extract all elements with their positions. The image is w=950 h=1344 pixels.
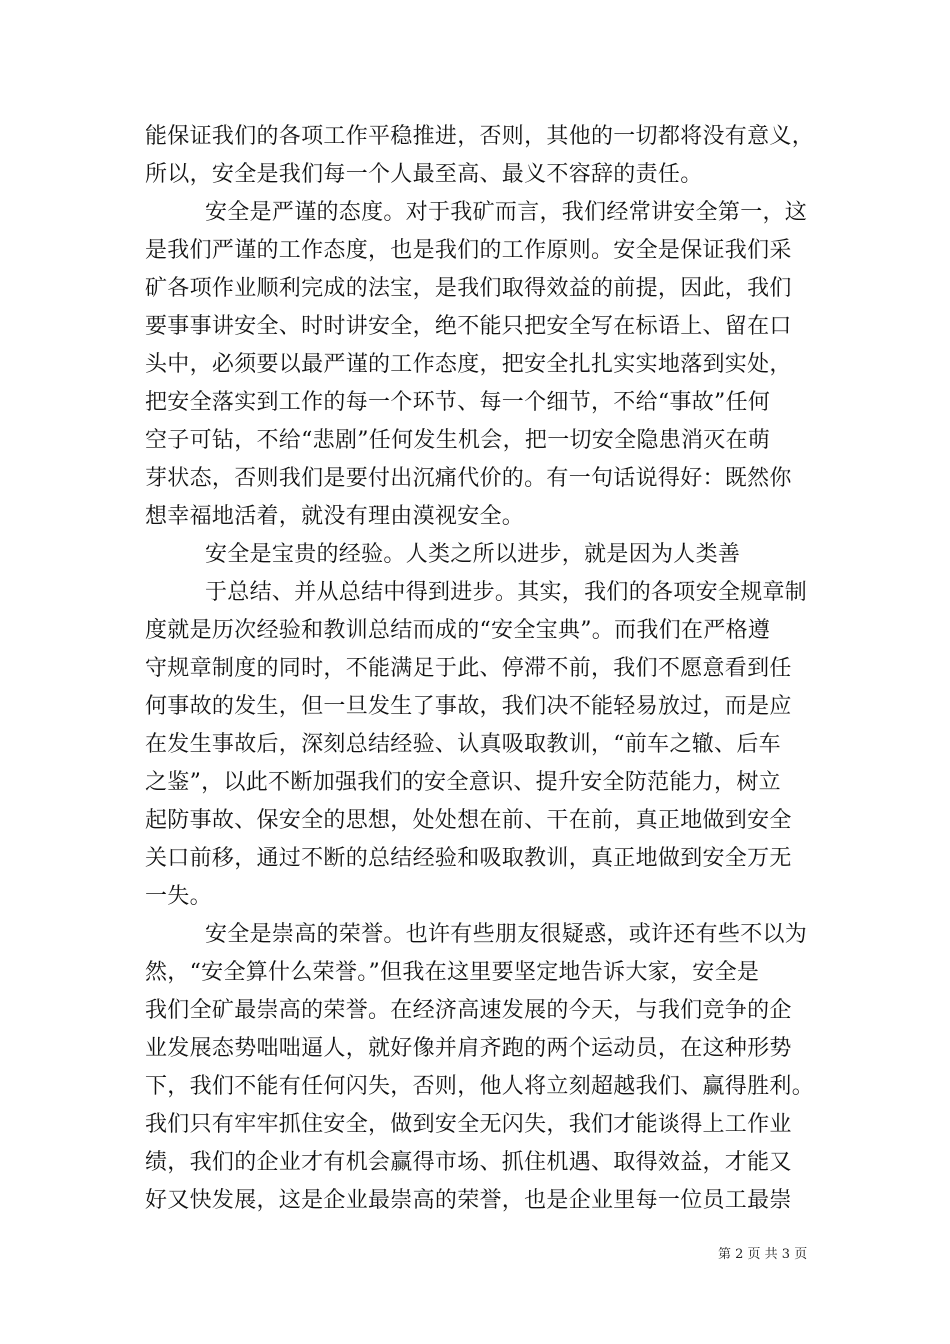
- paragraph-start-line: 于总结、并从总结中得到进步。其实，我们的各项安全规章制: [205, 580, 808, 605]
- text-line: 能保证我们的各项工作平稳推进，否则，其他的一切都将没有意义，: [145, 124, 815, 149]
- text-line: 然，“安全算什么荣誉。”但我在这里要坚定地告诉大家，安全是: [145, 960, 760, 985]
- text-line: 所以，安全是我们每一个人最至高、最义不容辞的责任。: [145, 162, 703, 187]
- paragraph-start-line: 安全是宝贵的经验。人类之所以进步，就是因为人类善: [205, 542, 741, 567]
- text-line: 是我们严谨的工作态度，也是我们的工作原则。安全是保证我们采: [145, 238, 792, 263]
- text-line: 矿各项作业顺利完成的法宝，是我们取得效益的前提，因此，我们: [145, 276, 792, 301]
- text-line: 下，我们不能有任何闪失，否则，他人将立刻超越我们、赢得胜利。: [145, 1074, 815, 1099]
- text-line: 业发展态势咄咄逼人，就好像并肩齐跑的两个运动员，在这种形势: [145, 1036, 792, 1061]
- text-line: 之鉴”，以此不断加强我们的安全意识、提升安全防范能力，树立: [145, 770, 781, 795]
- text-line: 度就是历次经验和教训总结而成的“安全宝典”。而我们在严格遵: [145, 618, 771, 643]
- text-line: 想幸福地活着，就没有理由漠视安全。: [145, 504, 525, 529]
- text-line: 我们全矿最崇高的荣誉。在经济高速发展的今天，与我们竞争的企: [145, 998, 792, 1023]
- text-line: 关口前移，通过不断的总结经验和吸取教训，真正地做到安全万无: [145, 846, 792, 871]
- text-line: 守规章制度的同时，不能满足于此、停滞不前，我们不愿意看到任: [145, 656, 792, 681]
- text-line: 绩，我们的企业才有机会赢得市场、抓住机遇、取得效益，才能又: [145, 1150, 792, 1175]
- paragraph-start-line: 安全是严谨的态度。对于我矿而言，我们经常讲安全第一，这: [205, 200, 808, 225]
- paragraph-start-line: 安全是崇高的荣誉。也许有些朋友很疑惑，或许还有些不以为: [205, 922, 808, 947]
- text-line: 空子可钻，不给“悲剧”任何发生机会，把一切安全隐患消灭在萌: [145, 428, 771, 453]
- text-line: 头中，必须要以最严谨的工作态度，把安全扎扎实实地落到实处，: [145, 352, 792, 377]
- text-line: 好又快发展，这是企业最崇高的荣誉，也是企业里每一位员工最崇: [145, 1188, 792, 1213]
- document-body: [145, 118, 825, 1220]
- text-line: 一失。: [145, 884, 212, 909]
- text-line: 在发生事故后，深刻总结经验、认真吸取教训，“前车之辙、后车: [145, 732, 781, 757]
- text-line: 我们只有牢牢抓住安全，做到安全无闪失，我们才能谈得上工作业: [145, 1112, 792, 1137]
- text-line: 要事事讲安全、时时讲安全，绝不能只把安全写在标语上、留在口: [145, 314, 792, 339]
- text-line: 起防事故、保安全的思想，处处想在前、干在前，真正地做到安全: [145, 808, 792, 833]
- text-line: 芽状态，否则我们是要付出沉痛代价的。有一句话说得好：既然你: [145, 466, 792, 491]
- page-number-footer: 第 2 页 共 3 页: [718, 1247, 808, 1262]
- text-line: 何事故的发生，但一旦发生了事故，我们决不能轻易放过，而是应: [145, 694, 792, 719]
- text-line: 把安全落实到工作的每一个环节、每一个细节，不给“事故”任何: [145, 390, 771, 415]
